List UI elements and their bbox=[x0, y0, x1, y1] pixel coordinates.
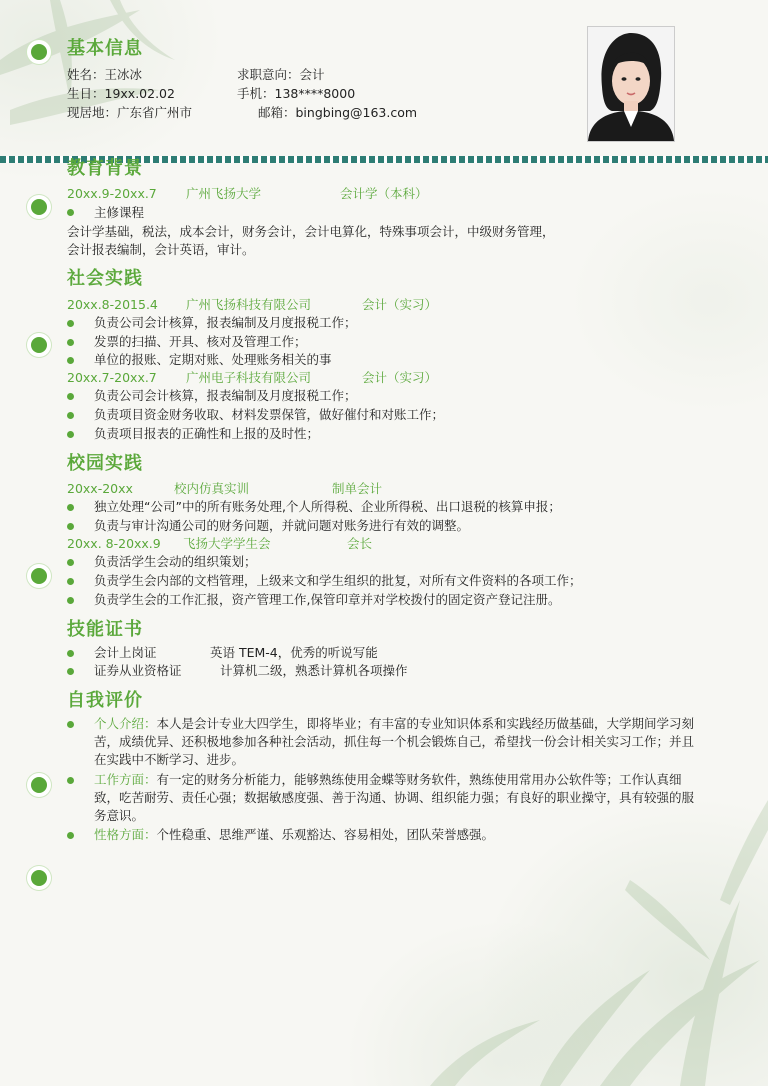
timeline-dot bbox=[27, 195, 51, 219]
bullet-icon bbox=[67, 523, 74, 530]
profile-photo bbox=[587, 26, 675, 142]
bullet-icon bbox=[67, 721, 74, 728]
list-item: 负责活学生会动的组织策划； bbox=[94, 554, 257, 569]
list-item: 单位的报账、定期对账、处理账务相关的事 bbox=[94, 352, 332, 367]
timeline-dot bbox=[27, 564, 51, 588]
section-title-social: 社会实践 bbox=[67, 268, 143, 289]
list-item: 负责公司会计核算，报表编制及月度报税工作； bbox=[94, 315, 357, 330]
self-eval-text: 本人是会计专业大四学生，即将毕业；有丰富的专业知识体系和实践经历做基础，大学期间学习刻苦，成绩优异、还积极地参加各种社会活动，抓住每一个机会锻炼自己，希望找一份会计相关实习工作；并且在实践中不断学习、进步。 bbox=[94, 716, 695, 767]
phone-field: 手机：138****8000 bbox=[237, 86, 356, 101]
self-eval-label: 性格方面： bbox=[94, 827, 157, 842]
skill-desc: 英语 TEM-4，优秀的听说写能 bbox=[210, 645, 378, 660]
list-item: 负责学生会的工作汇报，资产管理工作,保管印章并对学校拨付的固定资产登记注册。 bbox=[94, 592, 561, 607]
job-period: 20xx-20xx bbox=[67, 481, 133, 496]
job-intention-field: 求职意向：会计 bbox=[237, 67, 325, 82]
timeline-dot bbox=[27, 40, 51, 64]
skill-name: 证券从业资格证 bbox=[94, 663, 182, 678]
job-role: 会长 bbox=[347, 536, 373, 551]
bullet-icon bbox=[67, 339, 74, 346]
section-title-basic: 基本信息 bbox=[67, 38, 143, 59]
bullet-icon bbox=[67, 832, 74, 839]
bullet-icon bbox=[67, 777, 74, 784]
list-item: 发票的扫描、开具、核对及管理工作； bbox=[94, 334, 307, 349]
self-eval-label: 工作方面： bbox=[94, 772, 157, 787]
bullet-icon bbox=[67, 504, 74, 511]
list-item: 负责公司会计核算，报表编制及月度报税工作； bbox=[94, 388, 357, 403]
name-field: 姓名：王冰冰 bbox=[67, 67, 143, 82]
job-role: 会计（实习） bbox=[362, 370, 438, 385]
section-title-campus: 校园实践 bbox=[67, 453, 143, 474]
self-eval-personality bbox=[94, 826, 704, 844]
course-list-line: 会计学基础，税法，成本会计，财务会计，会计电算化，特殊事项会计，中级财务管理， bbox=[67, 224, 555, 239]
birthday-field: 生日：19xx.02.02 bbox=[67, 86, 175, 101]
job-role: 制单会计 bbox=[332, 481, 383, 496]
job-org: 广州电子科技有限公司 bbox=[186, 370, 312, 385]
bullet-icon bbox=[67, 650, 74, 657]
course-label: 主修课程 bbox=[94, 205, 145, 220]
bullet-icon bbox=[67, 412, 74, 419]
job-role: 会计（实习） bbox=[362, 297, 438, 312]
timeline-dot bbox=[27, 866, 51, 890]
bullet-icon bbox=[67, 357, 74, 364]
skill-desc: 计算机二级，熟悉计算机各项操作 bbox=[220, 663, 408, 678]
job-period: 20xx. 8-20xx.9 bbox=[67, 536, 161, 551]
self-eval-text: 有一定的财务分析能力，能够熟练使用金蝶等财务软件，熟练使用常用办公软件等；工作认真细致，吃苦耐劳、责任心强；数据敏感度强、善于沟通、协调、组织能力强；有良好的职业操守，具有较强的服务意识。 bbox=[94, 772, 695, 823]
education-major: 会计学（本科） bbox=[340, 186, 428, 201]
list-item: 负责与审计沟通公司的财务问题，并就问题对账务进行有效的调整。 bbox=[94, 518, 470, 533]
bullet-icon bbox=[67, 668, 74, 675]
timeline-dot bbox=[27, 773, 51, 797]
section-title-self: 自我评价 bbox=[67, 690, 143, 711]
bullet-icon bbox=[67, 320, 74, 327]
job-org: 飞扬大学学生会 bbox=[183, 536, 271, 551]
bullet-icon bbox=[67, 597, 74, 604]
self-eval-intro bbox=[94, 715, 704, 769]
list-item: 负责学生会内部的文档管理，上级来文和学生组织的批复，对所有文件资料的各项工作； bbox=[94, 573, 582, 588]
email-field: 邮箱：bingbing@163.com bbox=[258, 105, 418, 120]
bullet-icon bbox=[67, 209, 74, 216]
bullet-icon bbox=[67, 559, 74, 566]
education-school: 广州飞扬大学 bbox=[186, 186, 262, 201]
section-title-skills: 技能证书 bbox=[67, 619, 143, 640]
list-item: 独立处理“公司”中的所有账务处理,个人所得税、企业所得税、出口退税的核算申报； bbox=[94, 499, 561, 514]
course-list-line: 会计报表编制，会计英语，审计。 bbox=[67, 242, 255, 257]
self-eval-label: 个人介绍： bbox=[94, 716, 157, 731]
timeline-dot bbox=[27, 333, 51, 357]
job-org: 广州飞扬科技有限公司 bbox=[186, 297, 312, 312]
list-item: 负责项目报表的正确性和上报的及时性； bbox=[94, 426, 320, 441]
location-field: 现居地：广东省广州市 bbox=[67, 105, 193, 120]
job-org: 校内仿真实训 bbox=[174, 481, 250, 496]
bullet-icon bbox=[67, 431, 74, 438]
job-period: 20xx.7-20xx.7 bbox=[67, 370, 157, 385]
list-item: 负责项目资金财务收取、材料发票保管，做好催付和对账工作； bbox=[94, 407, 445, 422]
self-eval-work bbox=[94, 771, 704, 825]
skill-name: 会计上岗证 bbox=[94, 645, 157, 660]
self-eval-text: 个性稳重、思维严谨、乐观豁达、容易相处，团队荣誉感强。 bbox=[156, 827, 495, 842]
section-title-education: 教育背景 bbox=[67, 158, 143, 179]
job-period: 20xx.8-2015.4 bbox=[67, 297, 158, 312]
education-period: 20xx.9-20xx.7 bbox=[67, 186, 157, 201]
bullet-icon bbox=[67, 393, 74, 400]
bullet-icon bbox=[67, 578, 74, 585]
